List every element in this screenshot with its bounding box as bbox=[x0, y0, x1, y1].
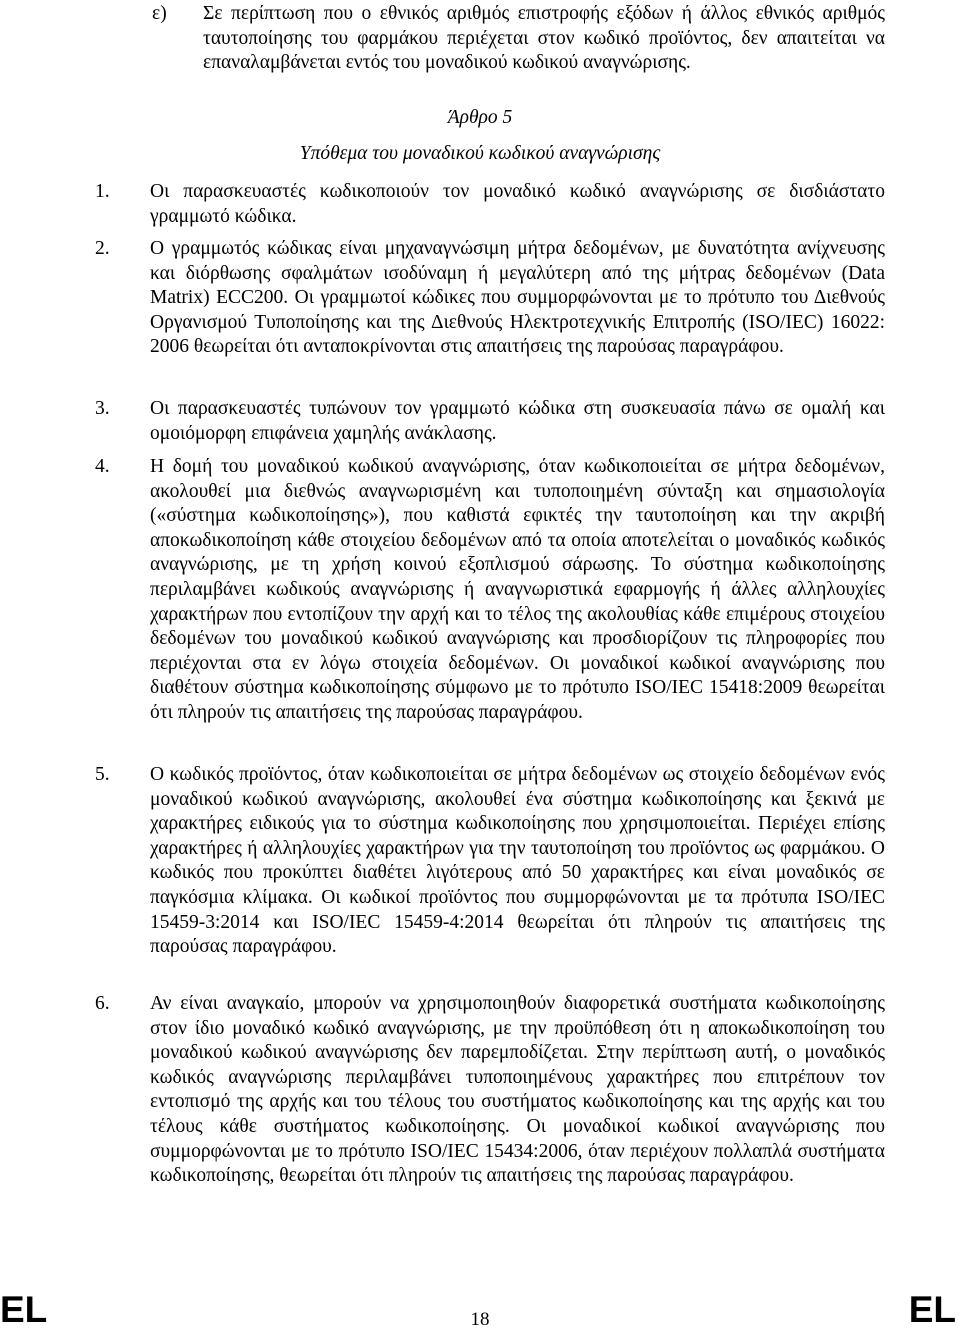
paragraph-3-text: Οι παρασκευαστές τυπώνουν τον γραμμωτό κώδικα στη συσκευασία πάνω σε ομαλή και ομοιόμορφη επιφάνεια χαμηλής ανάκλασης. bbox=[150, 398, 885, 444]
paragraph-4-number: 4. bbox=[95, 456, 110, 477]
paragraph-6-number: 6. bbox=[95, 993, 110, 1014]
paragraph-6-text: Αν είναι αναγκαίο, μπορούν να χρησιμοποιηθούν διαφορετικά συστήματα κωδικοποίησης στον ίδιο μοναδικό κωδικό αναγνώρισης, με την προϋπόθεση ότι η αποκωδικοποίηση του μοναδικού κωδικού αναγνώρισης δεν παρεμποδίζεται. Στην περίπτωση αυτή, ο μοναδικός κωδικός αναγνώρισης περιλαμβάνει τυποποιημένους χαρακτήρες που επιτρέπουν τον εντοπισμό της αρχής και του τέλους του συστήματος κωδικοποίησης και της αρχής και του τέλους κάθε συστήματος κωδικοποίησης. Οι μοναδικοί κωδικοί αναγνώρισης που συμμορφώνονται με το πρότυπο ISO/IEC 15434:2006, όταν περιέχουν πολλαπλά συστήματα κωδικοποίησης, θεωρείται ότι πληρούν τις απαιτήσεις της παρούσας παραγράφου. bbox=[150, 993, 885, 1187]
article-title: Άρθρο 5 bbox=[447, 107, 513, 128]
footer-language-left: EL bbox=[0, 1289, 48, 1330]
footer-language-right: EL bbox=[908, 1289, 956, 1330]
page-number: 18 bbox=[470, 1309, 490, 1330]
article-subtitle: Υπόθεμα του μοναδικού κωδικού αναγνώρισης bbox=[299, 143, 661, 164]
paragraph-2-text: Ο γραμμωτός κώδικας είναι μηχαναγνώσιμη μήτρα δεδομένων, με δυνατότητα ανίχνευσης και διόρθωσης σφαλμάτων ισοδύναμη ή μεγαλύτερη από της μήτρας δεδομένων (Data Matrix) ECC200. Οι γραμμωτοί κώδικες που συμμορφώνονται με το πρότυπο του Διεθνούς Οργανισμού Τυποποίησης και της Διεθνούς Ηλεκτροτεχνικής Επιτροπής (ISO/IEC) 16022: 2006 θεωρείται ότι ανταποκρίνονται στις απαιτήσεις της παρούσας παραγράφου. bbox=[150, 238, 885, 358]
paragraph-3-number: 3. bbox=[95, 398, 110, 419]
paragraph-2-number: 2. bbox=[95, 238, 110, 259]
paragraph-5-number: 5. bbox=[95, 764, 110, 785]
paragraph-1-number: 1. bbox=[95, 181, 110, 202]
item-e-marker: ε) bbox=[152, 3, 167, 24]
item-e-text: Σε περίπτωση που ο εθνικός αριθμός επιστροφής εξόδων ή άλλος εθνικός αριθμός ταυτοποίησης του φαρμάκου περιέχεται στον κωδικό προϊόντος, δεν απαιτείται να επαναλαμβάνεται εντός του μοναδικού κωδικού αναγνώρισης. bbox=[203, 3, 885, 74]
paragraph-1-text: Οι παρασκευαστές κωδικοποιούν τον μοναδικό κωδικό αναγνώρισης σε δισδιάστατο γραμμωτό κώδικα. bbox=[150, 181, 885, 227]
paragraph-4-text: Η δομή του μοναδικού κωδικού αναγνώρισης, όταν κωδικοποιείται σε μήτρα δεδομένων, ακολουθεί μια διεθνώς αναγνωρισμένη και τυποποιημένη σύνταξη και σημασιολογία («σύστημα κωδικοποίησης»), που καθιστά εφικτές την ταυτοποίηση και την ακριβή αποκωδικοποίηση κάθε στοιχείου δεδομένων από τα οποία αποτελείται ο μοναδικός κωδικός αναγνώρισης, με τη χρήση κοινού εξοπλισμού σάρωσης. Το σύστημα κωδικοποίησης περιλαμβάνει κωδικούς αναγνώρισης ή αναγνωριστικά εφαρμογής ή άλλες αλληλουχίες χαρακτήρων που εντοπίζουν την αρχή και το τέλος της ακολουθίας κάθε επιμέρους στοιχείου δεδομένων του μοναδικού κωδικού αναγνώρισης και προσδιορίζουν τις πληροφορίες που περιέχονται στα εν λόγω στοιχεία δεδομένων. Οι μοναδικοί κωδικοί αναγνώρισης που διαθέτουν σύστημα κωδικοποίησης σύμφωνο με το πρότυπο ISO/IEC 15418:2009 θεωρείται ότι πληρούν τις απαιτήσεις της παρούσας παραγράφου. bbox=[150, 456, 885, 723]
paragraph-5-text: Ο κωδικός προϊόντος, όταν κωδικοποιείται σε μήτρα δεδομένων ως στοιχείο δεδομένων ενός μοναδικού κωδικού αναγνώρισης, ακολουθεί ένα σύστημα κωδικοποίησης και ξεκινά με χαρακτήρες ειδικούς για το σύστημα κωδικοποίησης που χρησιμοποιείται. Περιέχει επίσης χαρακτήρες ή αλληλουχίες χαρακτήρων για την ταυτοποίηση του προϊόντος ως φαρμάκου. Ο κωδικός που προκύπτει διαθέτει λιγότερους από 50 χαρακτήρες και είναι μοναδικός σε παγκόσμια κλίμακα. Οι κωδικοί προϊόντος που συμμορφώνονται με τα πρότυπα ISO/IEC 15459-3:2014 και ISO/IEC 15459-4:2014 θεωρείται ότι πληρούν τις απαιτήσεις της παρούσας παραγράφου. bbox=[150, 764, 885, 958]
